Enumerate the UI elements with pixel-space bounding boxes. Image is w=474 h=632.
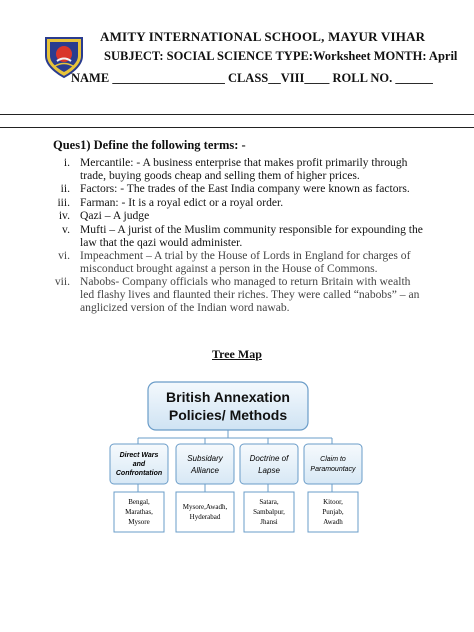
leaf-direct-wars-examples [114, 492, 164, 532]
svg-text:Sambalpur,: Sambalpur, [253, 508, 285, 516]
svg-text:and: and [132, 461, 146, 468]
svg-text:Lapse: Lapse [258, 466, 280, 475]
svg-text:Mysore,Awadh,: Mysore,Awadh, [182, 503, 228, 511]
leaf-claim-examples [308, 492, 358, 532]
svg-text:Claim to: Claim to [320, 456, 346, 463]
svg-text:Doctrine of: Doctrine of [249, 454, 289, 463]
question-title: Ques1) Define the following terms: - [53, 138, 246, 152]
svg-text:Jhansi: Jhansi [260, 518, 278, 526]
branch-claim-to-paramountacy [304, 444, 362, 484]
leaf-subsidary-examples [176, 492, 234, 532]
svg-text:Punjab,: Punjab, [322, 508, 344, 516]
branch-subsidary-alliance [176, 444, 234, 484]
svg-text:Paramountacy: Paramountacy [310, 466, 356, 473]
branch-direct-wars [110, 444, 168, 484]
definition-item: v. Mufti – A jurist of the Muslim community responsible for expounding the law that the qazi would administer. [62, 222, 423, 249]
svg-text:Awadh: Awadh [323, 518, 343, 526]
definition-item: i. Mercantile: - A business enterprise that makes profit primarily through trade, buying goods cheap and selling them of higher prices. [63, 156, 408, 182]
root-label-line1: British Annexation [166, 389, 290, 405]
svg-text:Marathas,: Marathas, [125, 508, 153, 516]
root-label-line2: Policies/ Methods [168, 407, 288, 423]
svg-text:Satara,: Satara, [259, 498, 279, 506]
svg-text:Subsidary: Subsidary [187, 454, 223, 463]
definition-item: vi. Impeachment – A trial by the House of Lords in England for charges of misconduct brought against a person in the House of Commons. [58, 249, 411, 275]
definition-item: ii. Factors: - The trades of the East India company were known as factors. [60, 182, 410, 196]
svg-text:Alliance: Alliance [190, 466, 220, 475]
tree-map-title: Tree Map [212, 347, 262, 361]
svg-text:Kitoor,: Kitoor, [323, 498, 343, 506]
school-name: AMITY INTERNATIONAL SCHOOL, MAYUR VIHAR [100, 29, 426, 44]
definition-item: vii. Nabobs- Company officials who managed to return Britain with wealth led flashy lives and flaunted their riches. They were called “nabobs” – an anglicized version of the Indian word nawab. [54, 275, 420, 314]
svg-text:Direct Wars: Direct Wars [119, 452, 159, 459]
branch-doctrine-of-lapse [240, 444, 298, 484]
definition-item: iii. Farman: - It is a royal edict or a royal order. [57, 195, 284, 209]
top-divider [0, 114, 474, 115]
svg-text:Bengal,: Bengal, [128, 498, 150, 506]
svg-text:Hyderabad: Hyderabad [189, 513, 221, 521]
svg-text:Confrontation: Confrontation [115, 470, 163, 477]
subject-line: SUBJECT: SOCIAL SCIENCE TYPE:Worksheet MONTH: April [104, 49, 458, 63]
leaf-doctrine-examples [244, 492, 294, 532]
tree-map-diagram [108, 378, 368, 538]
second-divider [0, 127, 474, 128]
definitions-list [46, 157, 426, 315]
definition-item: iv. Qazi – A judge [58, 209, 150, 223]
student-details-line: NAME __________________ CLASS__VIII____ ROLL NO. ______ [71, 71, 433, 85]
svg-text:Mysore: Mysore [128, 518, 150, 526]
